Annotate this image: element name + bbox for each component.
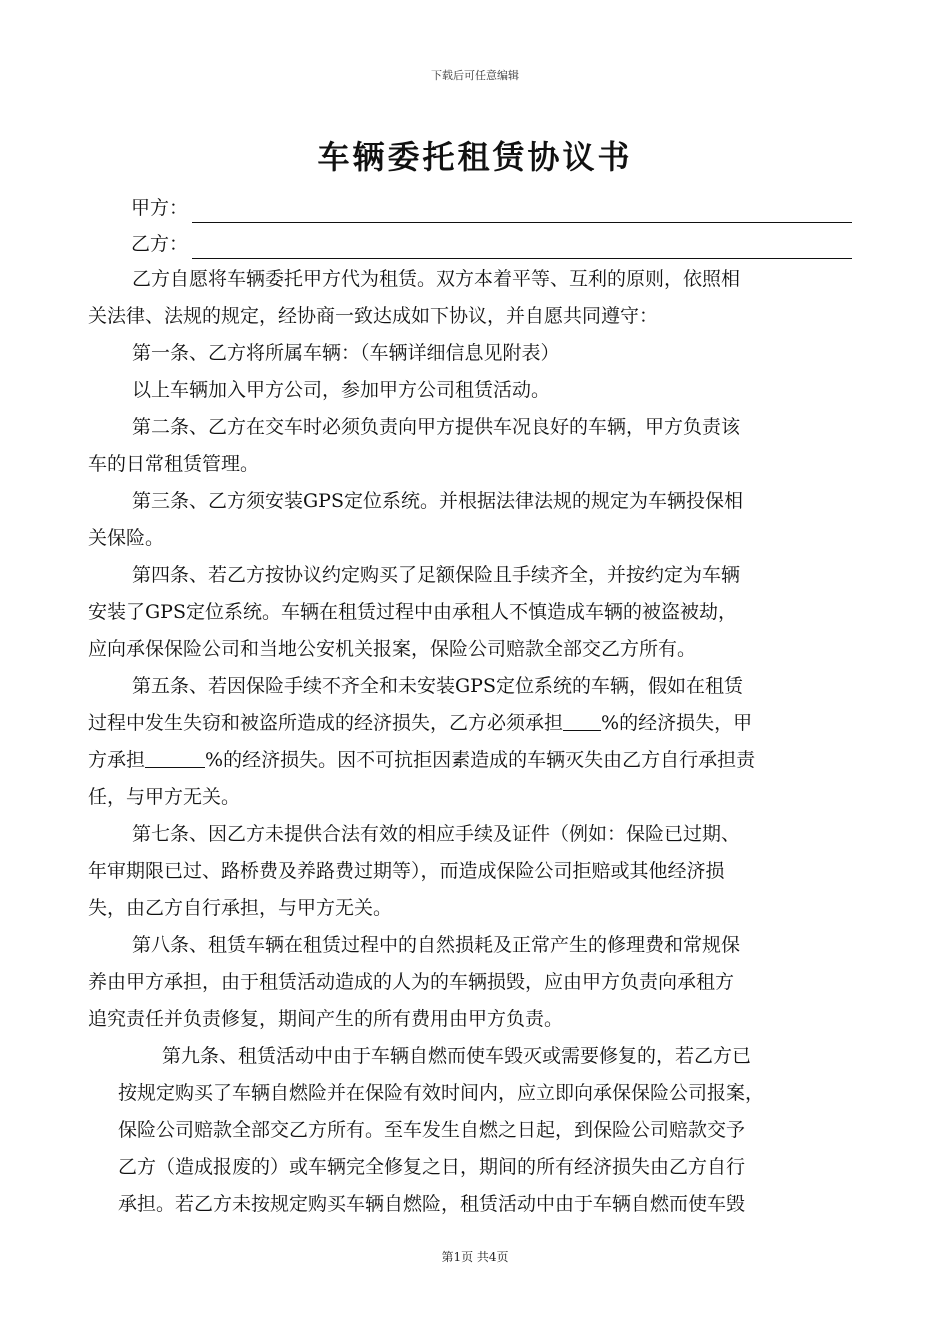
text-line: 养由甲方承担，由于租赁活动造成的人为的车辆损毁，应由甲方负责向承租方 bbox=[88, 971, 735, 993]
paragraph-article-1-note bbox=[88, 372, 858, 409]
text-line: 按规定购买了车辆自燃险并在保险有效时间内，应立即向承保保险公司报案， bbox=[118, 1082, 765, 1104]
text-line: 乙方（造成报废的）或车辆完全修复之日，期间的所有经济损失由乙方自行 bbox=[118, 1156, 746, 1178]
paragraph-article-8 bbox=[88, 927, 858, 1038]
paragraph-article-7 bbox=[88, 816, 858, 927]
header-note: 下载后可任意编辑 bbox=[431, 69, 519, 82]
paragraph-article-2 bbox=[88, 409, 858, 483]
text-line: 保险公司赔款全部交乙方所有。至车发生自燃之日起，到保险公司赔款交予 bbox=[118, 1119, 746, 1141]
text-line: 第四条、若乙方按协议约定购买了足额保险且手续齐全，并按约定为车辆 bbox=[132, 564, 741, 586]
party-b-blank-line bbox=[192, 236, 852, 259]
paragraph-article-1 bbox=[88, 335, 858, 372]
text-line: 车的日常租赁管理。 bbox=[88, 453, 260, 475]
text-line: 安装了GPS定位系统。车辆在租赁过程中由承租人不慎造成车辆的被盗被劫， bbox=[88, 601, 737, 623]
text-line bbox=[88, 705, 858, 742]
party-b-field bbox=[131, 229, 852, 259]
text-line: 任，与甲方无关。 bbox=[88, 786, 241, 808]
page-number-footer: 第1页 共4页 bbox=[441, 1250, 509, 1264]
paragraph-intro bbox=[88, 261, 858, 335]
text-line: 关保险。 bbox=[88, 527, 165, 549]
text-line: 第三条、乙方须安装GPS定位系统。并根据法律法规的规定为车辆投保相 bbox=[132, 490, 743, 512]
paragraph-article-5 bbox=[88, 668, 858, 816]
paragraph-article-3 bbox=[88, 483, 858, 557]
text-line: 失，由乙方自行承担，与甲方无关。 bbox=[88, 897, 393, 919]
text-line bbox=[88, 742, 858, 779]
text-segment: %的经济损失，甲 bbox=[601, 712, 753, 734]
text-line: 第五条、若因保险手续不齐全和未安装GPS定位系统的车辆，假如在租赁 bbox=[132, 675, 743, 697]
party-a-blank-line bbox=[192, 200, 852, 223]
text-line: 应向承保保险公司和当地公安机关报案，保险公司赔款全部交乙方所有。 bbox=[88, 638, 697, 660]
text-line: 承担。若乙方未按规定购买车辆自燃险，租赁活动中由于车辆自燃而使车毁 bbox=[118, 1193, 746, 1215]
text-segment: 过程中发生失窃和被盗所造成的经济损失，乙方必须承担 bbox=[88, 712, 564, 734]
text-line: 第一条、乙方将所属车辆：（车辆详细信息见附表） bbox=[132, 342, 560, 364]
text-line: 第七条、因乙方未提供合法有效的相应手续及证件（例如：保险已过期、 bbox=[132, 823, 741, 845]
text-line: 第九条、租赁活动中由于车辆自燃而使车毁灭或需要修复的，若乙方已 bbox=[162, 1045, 752, 1067]
text-line: 乙方自愿将车辆委托甲方代为租赁。双方本着平等、互利的原则，依照相 bbox=[132, 268, 741, 290]
paragraph-article-4 bbox=[88, 557, 858, 668]
paragraph-article-9 bbox=[118, 1038, 858, 1223]
text-segment: 方承担 bbox=[88, 749, 146, 771]
text-line: 追究责任并负责修复，期间产生的所有费用由甲方负责。 bbox=[88, 1008, 564, 1030]
party-a-label: 甲方： bbox=[131, 197, 189, 219]
agreement-body bbox=[88, 261, 858, 1223]
text-line: 年审期限已过、路桥费及养路费过期等），而造成保险公司拒赔或其他经济损 bbox=[88, 860, 725, 882]
text-segment: %的经济损失。因不可抗拒因素造成的车辆灭失由乙方自行承担责 bbox=[205, 749, 756, 771]
party-a-percentage-blank[interactable] bbox=[145, 747, 205, 768]
party-b-label: 乙方： bbox=[131, 233, 189, 255]
text-line: 第二条、乙方在交车时必须负责向甲方提供车况良好的车辆，甲方负责该 bbox=[132, 416, 741, 438]
party-a-field bbox=[131, 193, 852, 223]
text-line: 第八条、租赁车辆在租赁过程中的自然损耗及正常产生的修理费和常规保 bbox=[132, 934, 741, 956]
text-line: 关法律、法规的规定，经协商一致达成如下协议，并自愿共同遵守： bbox=[88, 305, 659, 327]
party-b-percentage-blank[interactable] bbox=[563, 710, 601, 731]
document-title: 车辆委托租赁协议书 bbox=[317, 138, 633, 176]
text-line: 以上车辆加入甲方公司，参加甲方公司租赁活动。 bbox=[132, 379, 551, 401]
